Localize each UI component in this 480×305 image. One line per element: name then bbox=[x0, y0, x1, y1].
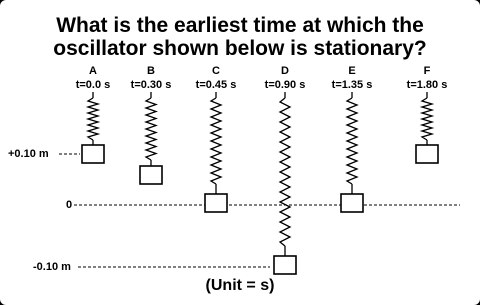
oscillator-d-time: t=0.90 s bbox=[264, 79, 306, 91]
oscillator-b-time: t=0.30 s bbox=[130, 79, 172, 91]
oscillator-e-letter: E bbox=[348, 65, 356, 77]
oscillator-b-letter: B bbox=[147, 65, 155, 77]
mass-d bbox=[274, 256, 296, 274]
oscillator-e-time: t=1.35 s bbox=[331, 79, 373, 91]
mass-e bbox=[341, 194, 363, 212]
spring-b bbox=[146, 98, 156, 160]
oscillator-a bbox=[82, 92, 104, 163]
oscillator-a-time: t=0.0 s bbox=[75, 79, 111, 91]
oscillator-c-letter: C bbox=[212, 65, 220, 77]
oscillator-b bbox=[140, 92, 162, 184]
mass-a bbox=[82, 145, 104, 163]
mass-b bbox=[140, 166, 162, 184]
oscillator-f bbox=[416, 92, 438, 163]
oscillator-e bbox=[341, 92, 363, 212]
spring-a bbox=[88, 98, 98, 140]
question-line-2: oscillator shown below is stationary? bbox=[53, 37, 427, 60]
oscillator-c bbox=[205, 92, 227, 212]
spring-d bbox=[280, 98, 290, 246]
unit-note: (Unit = s) bbox=[205, 277, 275, 294]
oscillator-a-letter: A bbox=[89, 65, 97, 77]
question-line-1: What is the earliest time at which the bbox=[56, 14, 424, 37]
spring-e bbox=[347, 98, 357, 184]
position-minus-label: -0.10 m bbox=[33, 261, 71, 273]
spring-f bbox=[422, 98, 432, 140]
oscillator-f-time: t=1.80 s bbox=[406, 79, 448, 91]
oscillator-c-time: t=0.45 s bbox=[195, 79, 237, 91]
mass-f bbox=[416, 145, 438, 163]
spring-c bbox=[211, 98, 221, 184]
oscillator-d-letter: D bbox=[281, 65, 289, 77]
position-zero-label: 0 bbox=[66, 199, 73, 211]
oscillator-d bbox=[274, 92, 296, 274]
mass-c bbox=[205, 194, 227, 212]
position-plus-label: +0.10 m bbox=[8, 148, 49, 160]
oscillator-f-letter: F bbox=[423, 65, 431, 77]
